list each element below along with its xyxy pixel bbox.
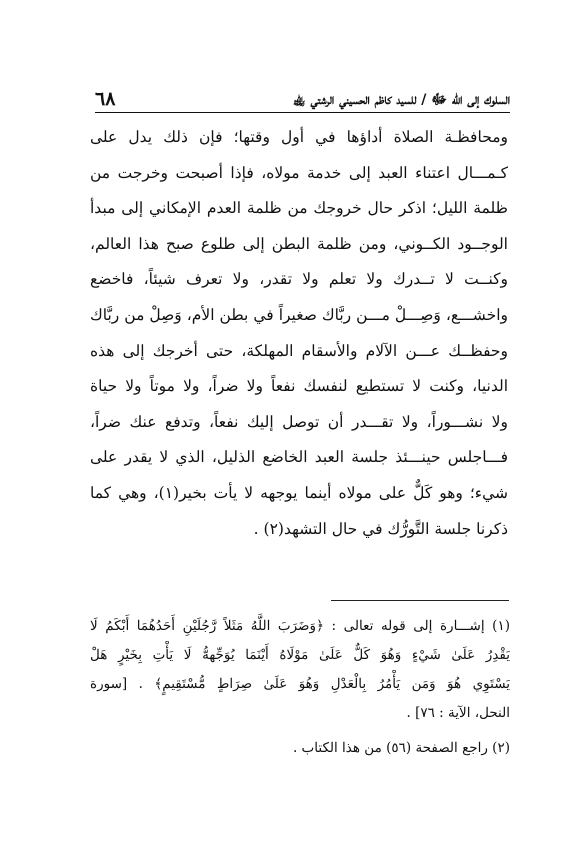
footnote-1-line: يَسْتَوِي هُوَ وَمَن يَأْمُرُ بِالْعَدْلِ وَهُوَ عَلَىٰ صِرَاطٍ مُّسْتَقِيمٍ﴾ . [سورة (90, 676, 510, 692)
text-line: واخشـــع، وَصِـــلْ مـــن ربَّاك صغيراً في بطن الأم، وَصِلْ من ربَّاك (90, 305, 508, 324)
header-rule (95, 112, 510, 113)
text-line: ظلمة الليل؛ اذكر حال خروجك من ظلمة العدم الإمكاني إلى مبدأ (90, 199, 508, 218)
footnote-1-line: النحل، الآية : ٧٦] . (406, 705, 510, 721)
text-line: فـــاجلس حينـــئذ جلسة العبد الخاضع الذليل، الذي لا يقدر على (90, 448, 508, 467)
text-line: كـمـــال اعتناء العبد إلى خدمة مولاه، فإذا أصبحت وخرجت من (90, 163, 508, 182)
text-line: ذكرنا جلسة التَّورُّك في حال التشهد(٢) . (253, 519, 508, 538)
text-line: شيء؛ وهو كَلٌّ على مولاه أينما يوجهه لا يأت بخير(١)، وهي كما (90, 483, 508, 502)
page-header (95, 84, 510, 110)
page-number: ٦٨ (95, 88, 116, 110)
text-line: ولا نشـــوراً، ولا تقـــدر أن توصل إليك نفعاً، وتدفع عنك ضراً، (90, 412, 508, 431)
footnote-2: (٢) راجع الصفحة (٥٦) من هذا الكتاب . (292, 740, 510, 756)
footnotes (90, 612, 510, 763)
text-line: الوجــود الكــوني، ومن ظلمة البطن إلى طلوع صبح هذا العالم، (90, 234, 508, 253)
footnote-1-line: (١) إشـــارة إلى قوله تعالى : ﴿وَضَرَبَ اللَّهُ مَثَلاً رَّجُلَيْنِ أَحَدُهُمَا أَبْكَمُ لَا (90, 618, 510, 634)
text-line: الدنيا، وكنت لا تستطيع لنفسك نفعاً ولا ضراً، ولا موتاً ولا حياة (90, 377, 508, 396)
text-line: وكنــت لا تــدرك ولا تعلم ولا تقدر، ولا تعرف شيئاً، فاخضع (90, 270, 508, 289)
text-line: وحفظــك عـــن الآلام والأسقام المهلكة، حتى أخرجك إلى هذه (90, 341, 508, 360)
running-title: السلوك إلى الله ﷻ / للسيد كاظم الحسيني الرشتي ﵀ (292, 92, 510, 108)
footnote-1-line: يَقْدِرُ عَلَىٰ شَيْءٍ وَهُوَ كَلٌّ عَلَىٰ مَوْلَاهُ أَيْنَمَا يُوَجِّههُّ لَا يَأْتِ بِخَيْرٍ هَلْ (90, 647, 510, 663)
main-text (90, 120, 508, 547)
footnote-separator (331, 600, 509, 601)
text-line: ومحافظـة الصلاة أداؤها في أول وقتها؛ فإن ذلك يدل على (90, 128, 508, 146)
